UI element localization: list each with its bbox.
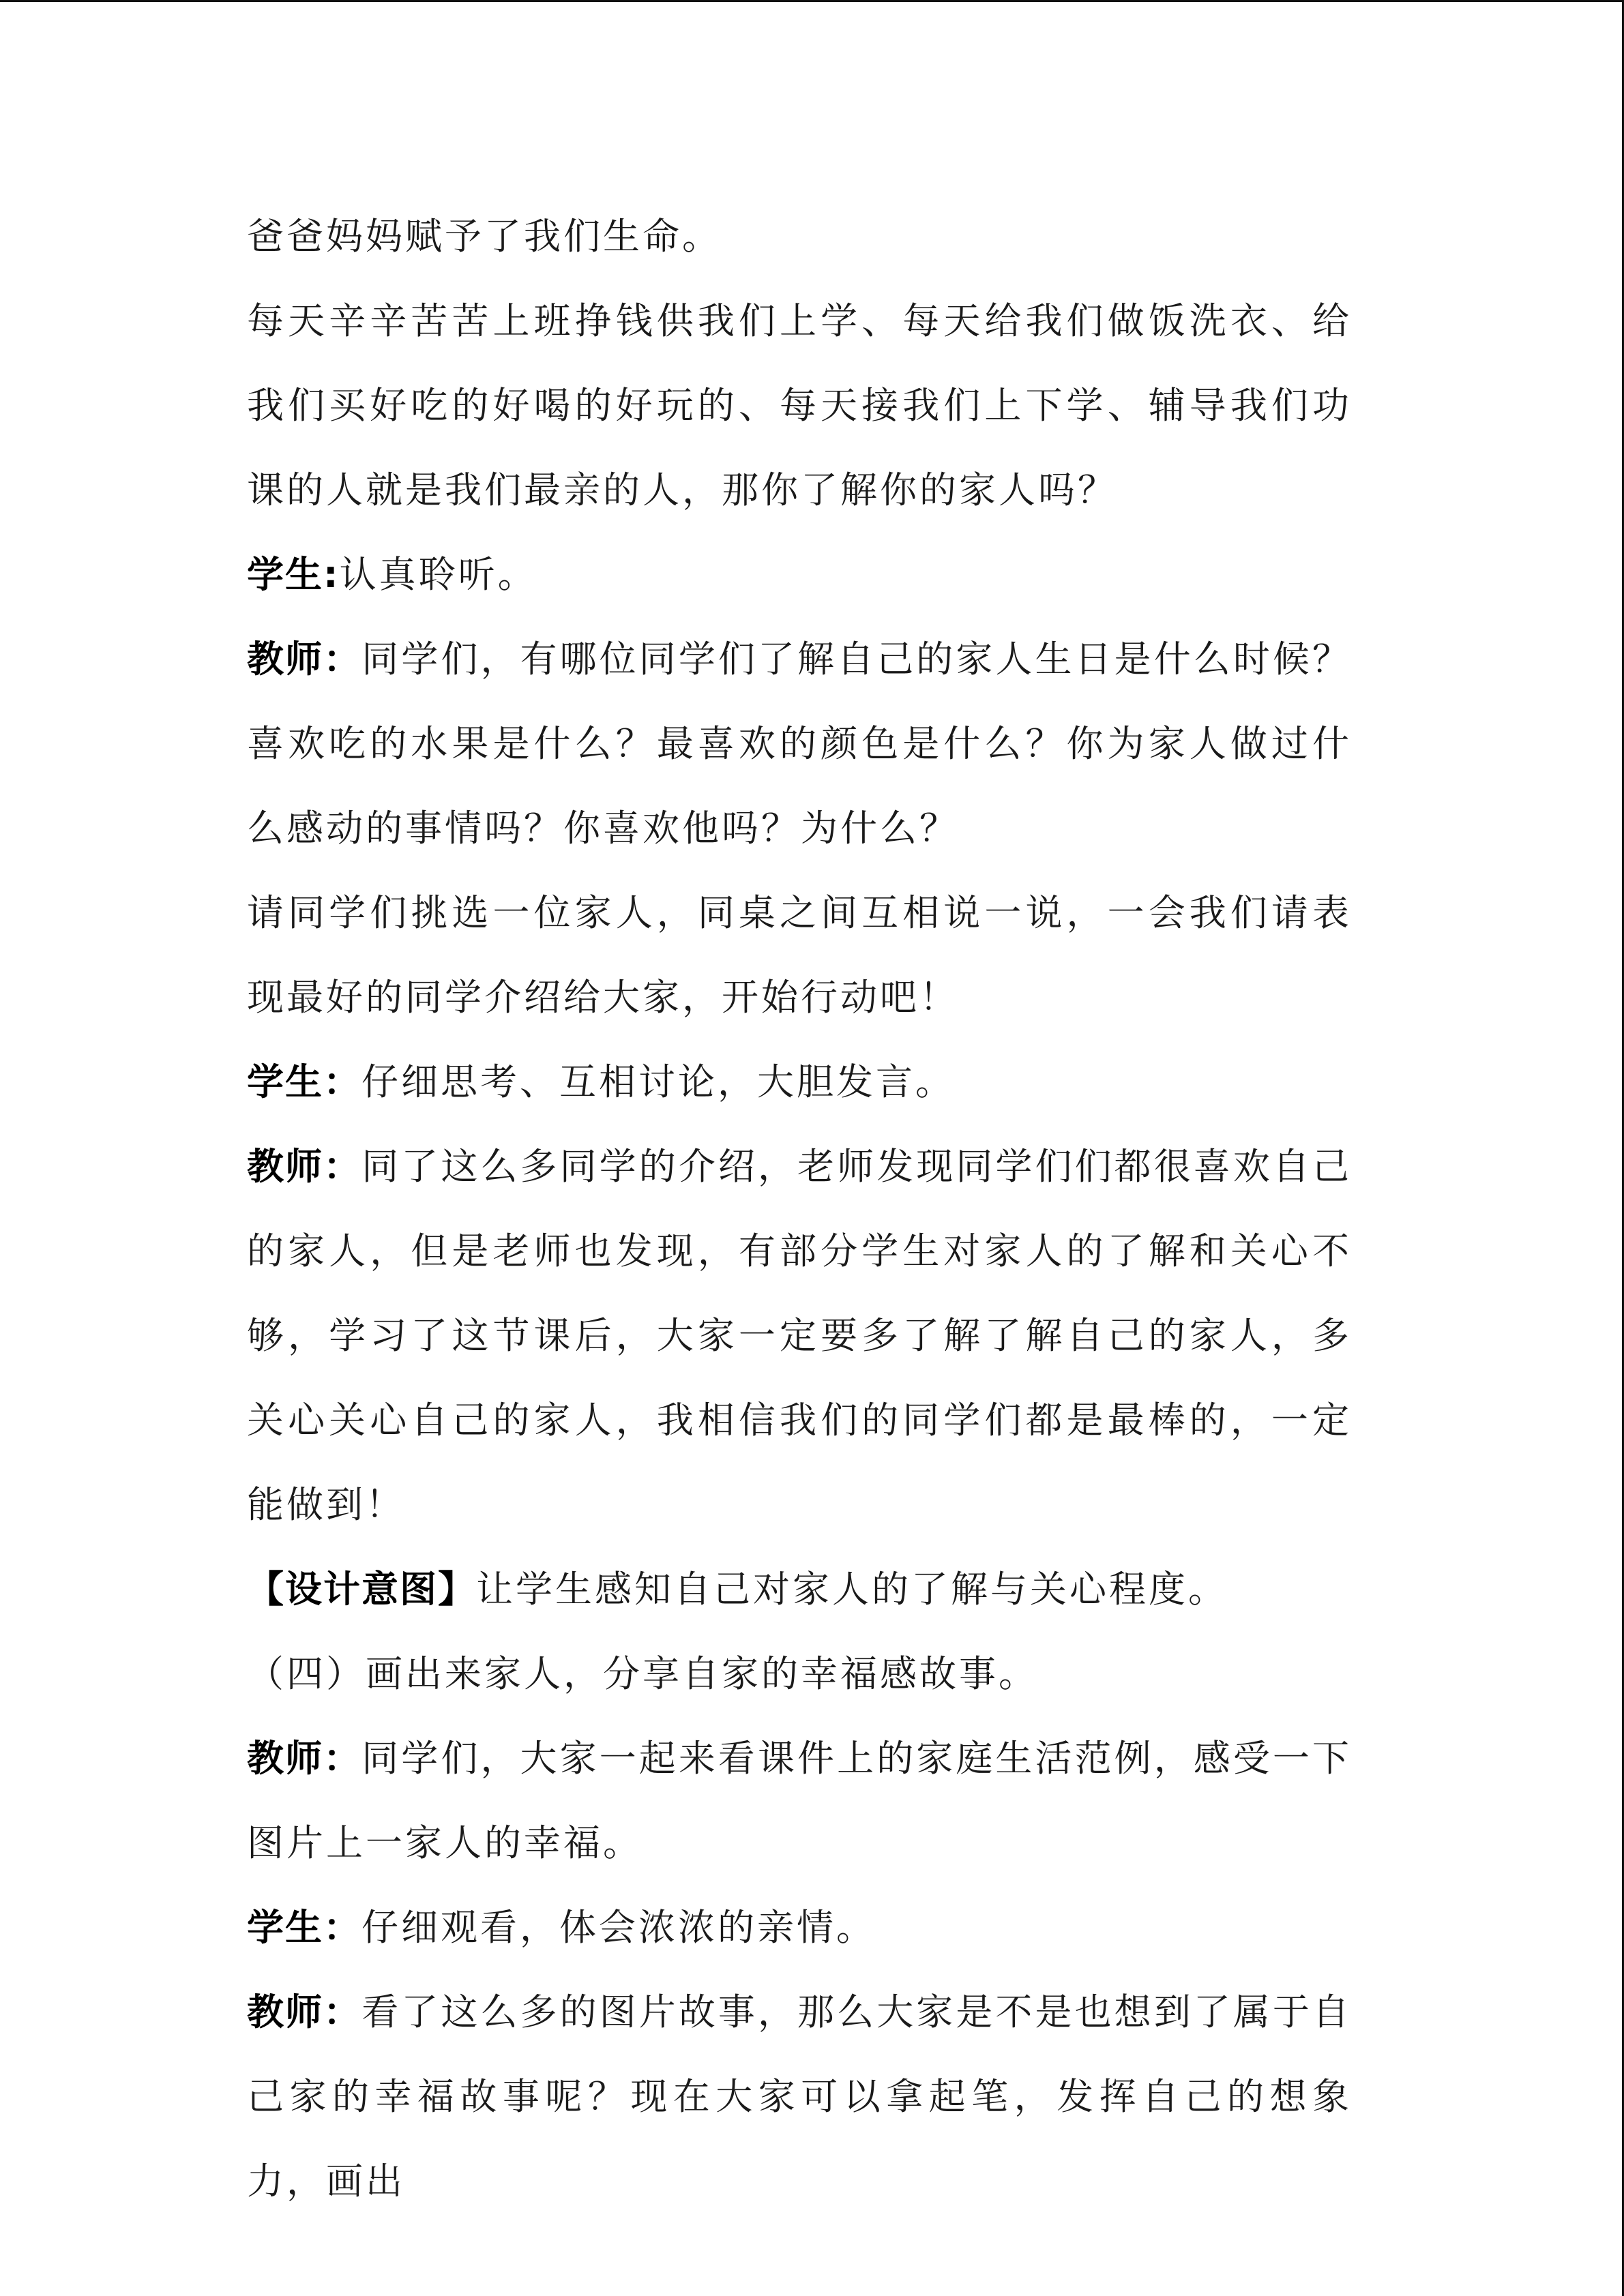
page-top-border <box>0 0 1624 2</box>
paragraph-pair-activity <box>247 871 1352 1040</box>
paragraph-text: 让学生感知自己对家人的了解与关心程度。 <box>476 1568 1228 1611</box>
section-heading-four <box>247 1632 1352 1716</box>
design-intent-label: 【设计意图】 <box>247 1568 476 1611</box>
paragraph-text: 仔细观看，体会浓浓的亲情。 <box>361 1906 876 1949</box>
paragraph-text: （四）画出来家人，分享自家的幸福感故事。 <box>247 1652 1038 1695</box>
paragraph-text: 同学们，有哪位同学们了解自己的家人生日是什么时候？喜欢吃的水果是什么？最喜欢的颜色是什么？你为家人做过什么感动的事情吗？你喜欢他吗？为什么？ <box>247 638 1353 850</box>
paragraph-student-listen <box>247 533 1352 617</box>
paragraph-text: 认真聆听。 <box>339 553 537 596</box>
speaker-label: 教师： <box>247 1991 362 2033</box>
paragraph-teacher-courseware <box>247 1716 1352 1885</box>
paragraph-parents <box>247 279 1352 533</box>
speaker-label: 学生： <box>247 1060 361 1103</box>
paragraph-student-watch <box>247 1885 1352 1970</box>
speaker-label: 学生： <box>247 1906 361 1949</box>
paragraph-intro <box>247 194 1352 279</box>
paragraph-text: 同学们，大家一起来看课件上的家庭生活范例，感受一下图片上一家人的幸福。 <box>247 1737 1353 1864</box>
paragraph-design-intent <box>247 1547 1352 1632</box>
speaker-label: 教师： <box>247 1145 362 1188</box>
speaker-label: 教师： <box>247 638 362 681</box>
paragraph-text: 每天辛辛苦苦上班挣钱供我们上学、每天给我们做饭洗衣、给我们买好吃的好喝的好玩的、每天接我们上下学、辅导我们功课的人就是我们最亲的人，那你了解你的家人吗？ <box>247 299 1352 511</box>
paragraph-teacher-draw <box>247 1970 1352 2224</box>
paragraph-teacher-summary <box>247 1124 1352 1547</box>
paragraph-teacher-question <box>247 617 1352 871</box>
paragraph-student-discuss <box>247 1040 1352 1124</box>
paragraph-text: 看了这么多的图片故事，那么大家是不是也想到了属于自己家的幸福故事呢？现在大家可以拿起笔，发挥自己的想象力，画出 <box>247 1991 1353 2203</box>
paragraph-text: 同了这么多同学的介绍，老师发现同学们们都很喜欢自己的家人，但是老师也发现，有部分学生对家人的了解和关心不够，学习了这节课后，大家一定要多了解了解自己的家人，多关心关心自己的家人，我相信我们的同学们都是最棒的，一定能做到！ <box>247 1145 1353 1526</box>
paragraph-text: 请同学们挑选一位家人，同桌之间互相说一说，一会我们请表现最好的同学介绍给大家，开始行动吧！ <box>247 891 1352 1019</box>
document-body <box>247 194 1352 2224</box>
paragraph-text: 爸爸妈妈赋予了我们生命。 <box>247 215 722 258</box>
speaker-label: 学生: <box>247 553 340 596</box>
speaker-label: 教师： <box>247 1737 362 1780</box>
paragraph-text: 仔细思考、互相讨论，大胆发言。 <box>361 1060 955 1103</box>
